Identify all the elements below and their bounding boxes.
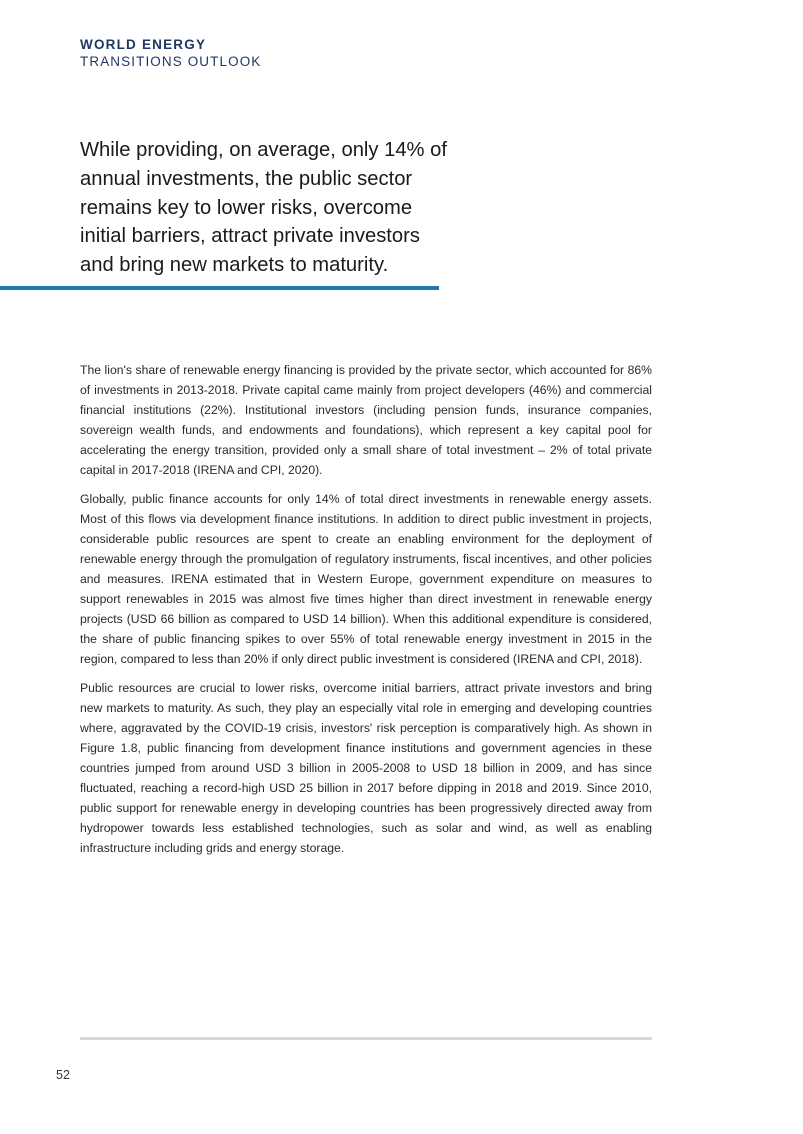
footer-rule xyxy=(80,1037,652,1040)
pull-quote: While providing, on average, only 14% of annual investments, the public sector remains key to lower risks, overcome initial barriers, attract private investors and bring new markets to maturity. xyxy=(80,139,447,277)
pull-quote-rule xyxy=(0,286,439,290)
header-title-light: TRANSITIONS OUTLOOK xyxy=(80,54,262,69)
body-paragraph: Globally, public finance accounts for only 14% of total direct investments in renewable energy assets. Most of this flows via development finance institutions. In addition to direct public investment in projects, considerable public resources are spent to create an enabling environment for the deployment of renewable energy through the promulgation of regulatory instruments, fiscal incentives, and other policies and measures. IRENA estimated that in Western Europe, government expenditure on measures to support renewables in 2015 was almost five times higher than direct investment in renewable energy projects (USD 66 billion as compared to USD 14 billion). When this additional expenditure is considered, the share of public financing spikes to over 55% of total renewable energy investment in 2015 in the region, compared to less than 20% if only direct public investment is considered (IRENA and CPI, 2018). xyxy=(80,492,652,666)
header-title-bold: WORLD ENERGY xyxy=(80,37,207,52)
page-number: 52 xyxy=(56,1068,70,1082)
body-paragraph: Public resources are crucial to lower risks, overcome initial barriers, attract private investors and bring new markets to maturity. As such, they play an especially vital role in emerging and developing countries where, aggravated by the COVID-19 crisis, investors' risk perception is comparatively high. As shown in Figure 1.8, public financing from development finance institutions and government agencies in these countries jumped from around USD 3 billion in 2005-2008 to USD 18 billion in 2009, and has since fluctuated, reaching a record-high USD 25 billion in 2017 before dipping in 2018 and 2019. Since 2010, public support for renewable energy in developing countries has been progressively directed away from hydropower towards less established technologies, such as solar and wind, as well as enabling infrastructure including grids and energy storage. xyxy=(80,681,652,855)
running-header xyxy=(80,36,261,70)
body-text xyxy=(80,360,652,867)
body-paragraph: The lion's share of renewable energy financing is provided by the private sector, which accounted for 86% of investments in 2013-2018. Private capital came mainly from project developers (46%) and commercial financial institutions (22%). Institutional investors (including pension funds, insurance companies, sovereign wealth funds, and endowments and foundations), which represent a key capital pool for accelerating the energy transition, provided only a small share of total investment – 2% of total private capital in 2017-2018 (IRENA and CPI, 2020). xyxy=(80,363,652,477)
